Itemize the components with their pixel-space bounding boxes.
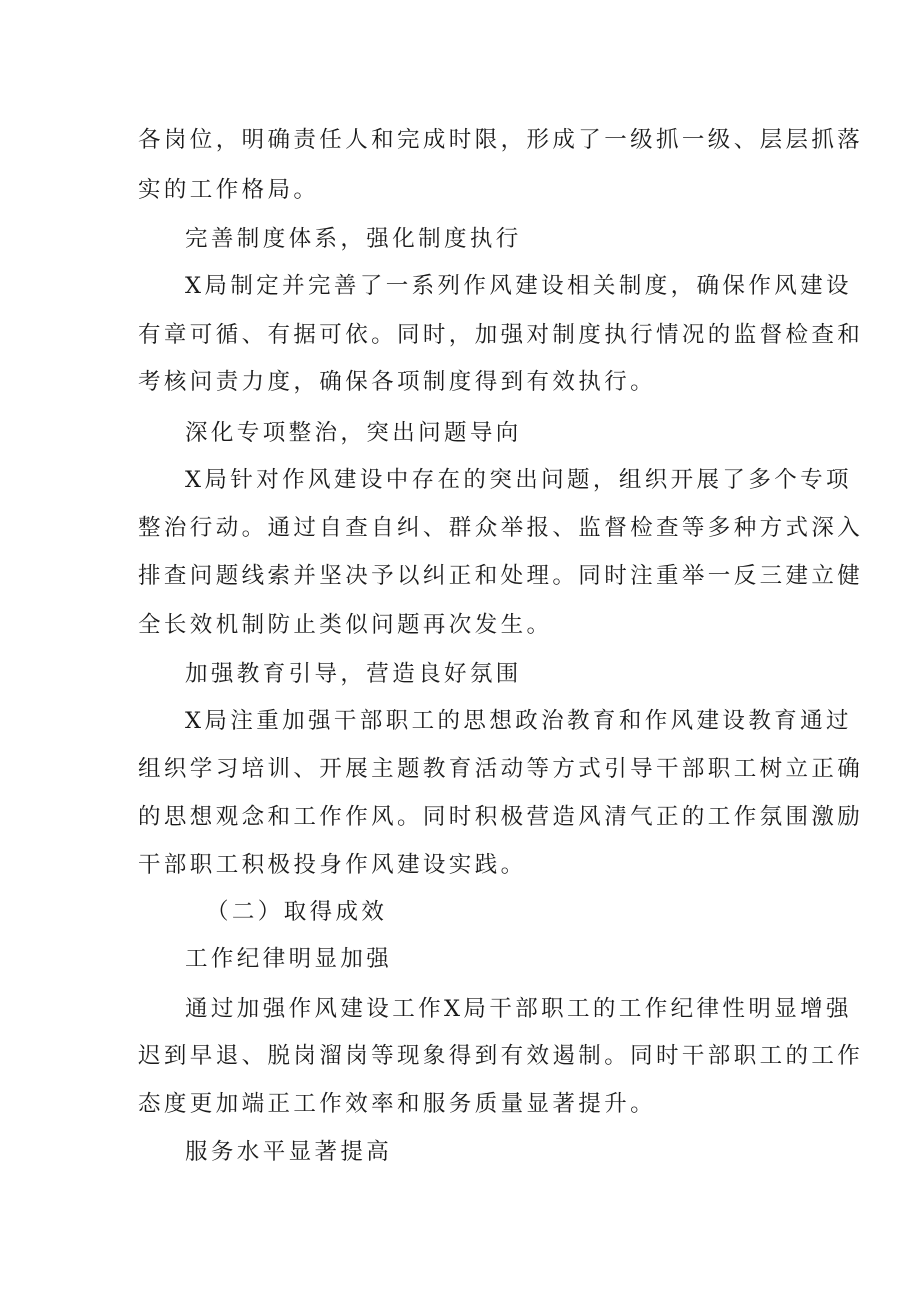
paragraph-line: 考核问责力度，确保各项制度得到有效执行。: [138, 369, 657, 395]
paragraph-line: 整治行动。通过自查自纠、群众举报、监督检查等多种方式深入: [138, 515, 864, 541]
paragraph-line: 态度更加端正工作效率和服务质量显著提升。: [138, 1091, 657, 1117]
paragraph-line: 有章可循、有据可依。同时，加强对制度执行情况的监督检查和: [138, 322, 864, 348]
section-heading: 深化专项整治，突出问题导向: [185, 420, 522, 446]
paragraph-line: 全长效机制防止类似问题再次发生。: [138, 612, 553, 638]
paragraph-line: 组织学习培训、开展主题教育活动等方式引导干部职工树立正确: [138, 756, 864, 782]
section-heading: 完善制度体系，强化制度执行: [185, 226, 522, 252]
paragraph-line: 实的工作格局。: [138, 177, 320, 203]
section-heading: 工作纪律明显加强: [185, 946, 393, 972]
section-heading: 服务水平显著提高: [185, 1139, 393, 1165]
paragraph-line: X局制定并完善了一系列作风建设相关制度，确保作风建设: [185, 273, 852, 299]
section-heading: 加强教育引导，营造良好氛围: [185, 661, 522, 687]
paragraph-line: 通过加强作风建设工作X局干部职工的工作纪律性明显增强: [185, 996, 852, 1022]
paragraph-line: 的思想观念和工作作风。同时积极营造风清气正的工作氛围激励: [138, 804, 864, 830]
paragraph-line: X局注重加强干部职工的思想政治教育和作风建设教育通过: [185, 708, 852, 734]
paragraph-line: 迟到早退、脱岗溜岗等现象得到有效遏制。同时干部职工的工作: [138, 1043, 864, 1069]
paragraph-line: 干部职工积极投身作风建设实践。: [138, 852, 527, 878]
subsection-heading: （二）取得成效: [206, 899, 388, 925]
paragraph-line: 各岗位，明确责任人和完成时限，形成了一级抓一级、层层抓落: [138, 127, 864, 153]
paragraph-line: X局针对作风建设中存在的突出问题，组织开展了多个专项: [185, 467, 852, 493]
paragraph-line: 排查问题线索并坚决予以纠正和处理。同时注重举一反三建立健: [138, 563, 864, 589]
